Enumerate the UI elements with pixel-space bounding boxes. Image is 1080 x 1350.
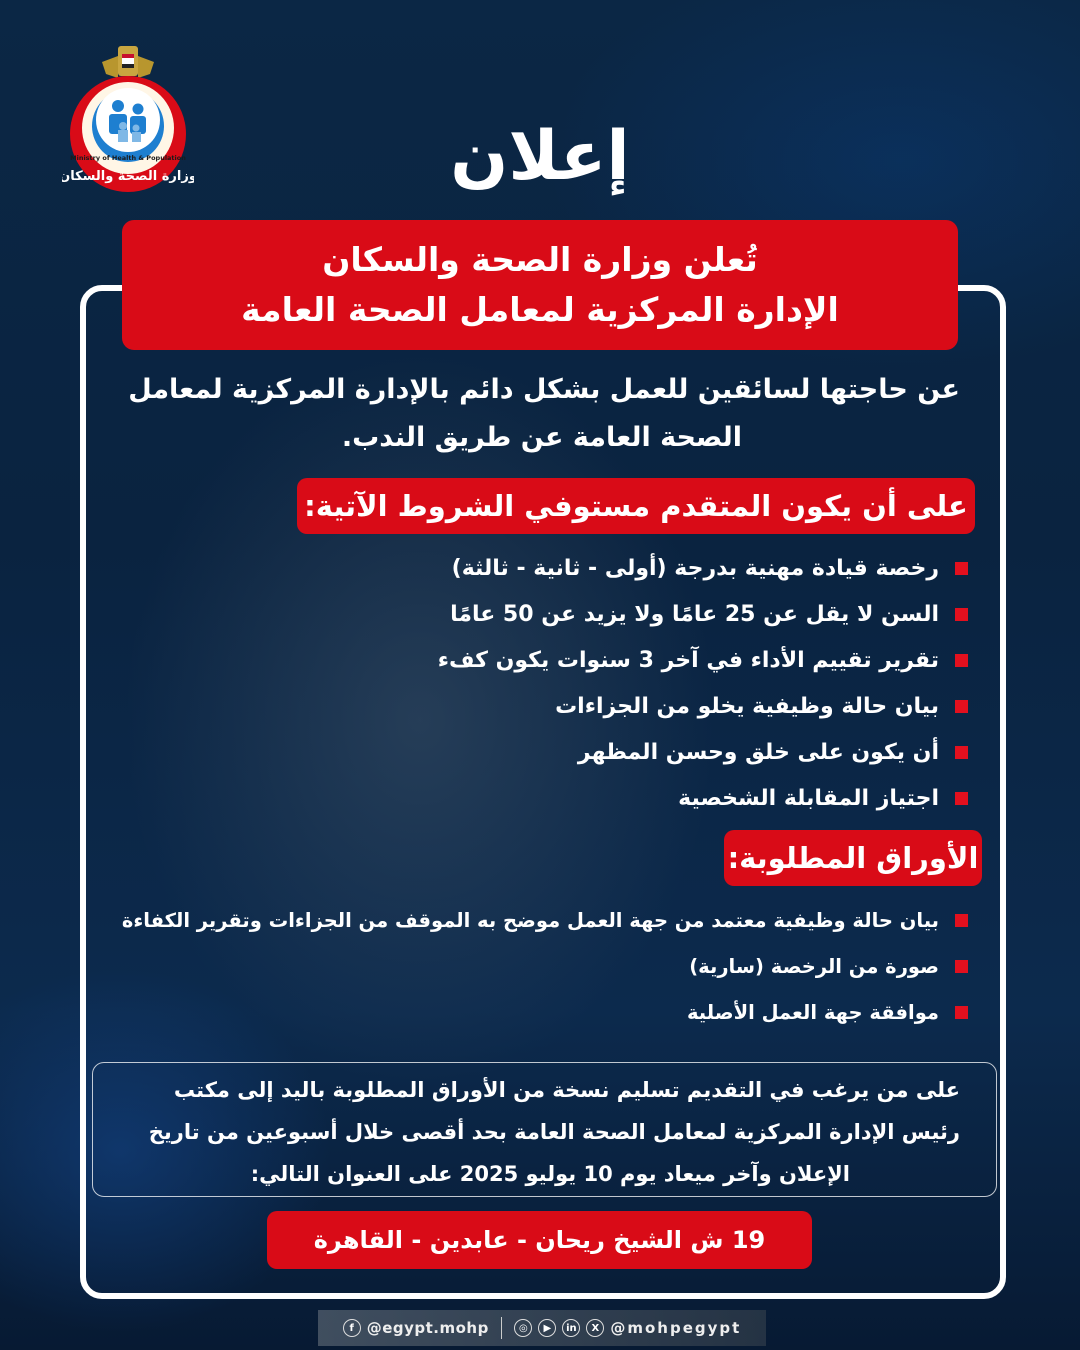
document-text: موافقة جهة العمل الأصلية	[686, 1000, 939, 1024]
page-title: إعلان	[450, 117, 630, 196]
address-badge: 19 ش الشيخ ريحان - عابدين - القاهرة	[267, 1211, 812, 1269]
bullet-icon	[955, 700, 968, 713]
list-item	[121, 897, 968, 943]
facebook-icon[interactable]: f	[343, 1319, 361, 1337]
condition-text: اجتياز المقابلة الشخصية	[678, 785, 939, 811]
intro-text	[120, 366, 960, 462]
youtube-icon[interactable]: ▶	[538, 1319, 556, 1337]
note-line-3: الإعلان وآخر ميعاد يوم 10 يوليو 2025 على العنوان التالي:	[250, 1162, 850, 1186]
announcement-header	[122, 220, 958, 350]
list-item	[448, 545, 968, 591]
bullet-icon	[955, 914, 968, 927]
bullet-icon	[955, 654, 968, 667]
header-line-1: تُعلن وزارة الصحة والسكان	[322, 240, 758, 279]
bullet-icon	[955, 746, 968, 759]
submission-note	[92, 1062, 997, 1197]
facebook-handle[interactable]: @egypt.mohp	[366, 1319, 489, 1337]
condition-text: تقرير تقييم الأداء في آخر 3 سنوات يكون كفء	[437, 647, 939, 673]
bullet-icon	[955, 792, 968, 805]
bullet-icon	[955, 562, 968, 575]
note-line-1: على من يرغب في التقديم تسليم نسخة من الأوراق المطلوبة باليد إلى مكتب	[173, 1078, 960, 1102]
intro-line-2: الصحة العامة عن طريق الندب.	[341, 422, 742, 453]
note-line-2: رئيس الإدارة المركزية لمعامل الصحة العامة بحد أقصى خلال أسبوعين من تاريخ	[148, 1120, 960, 1144]
documents-list	[121, 897, 968, 1035]
condition-text: أن يكون على خلق وحسن المظهر	[577, 739, 939, 765]
logo-en-text: Ministry of Health & Population	[70, 154, 186, 162]
divider	[501, 1317, 503, 1339]
bullet-icon	[955, 608, 968, 621]
condition-text: رخصة قيادة مهنية بدرجة (أولى - ثانية - ثالثة)	[451, 555, 939, 581]
list-item	[448, 729, 968, 775]
social-handle[interactable]: @mohpegypt	[610, 1319, 742, 1337]
bullet-icon	[955, 1006, 968, 1019]
logo-ar-text: وزارة الصحة والسكان	[62, 169, 194, 184]
list-item	[448, 591, 968, 637]
linkedin-icon[interactable]: in	[562, 1319, 580, 1337]
social-footer	[318, 1310, 766, 1346]
documents-title: الأوراق المطلوبة:	[724, 830, 982, 886]
conditions-title: على أن يكون المتقدم مستوفي الشروط الآتية:	[297, 478, 975, 534]
list-item	[437, 637, 968, 683]
list-item	[448, 775, 968, 821]
condition-text: بيان حالة وظيفية يخلو من الجزاءات	[555, 693, 939, 719]
document-text: صورة من الرخصة (سارية)	[689, 954, 939, 978]
conditions-list	[437, 545, 968, 821]
bullet-icon	[955, 960, 968, 973]
document-text: بيان حالة وظيفية معتمد من جهة العمل موضح به الموقف من الجزاءات وتقرير الكفاءة	[121, 908, 939, 932]
instagram-icon[interactable]: ◎	[514, 1319, 532, 1337]
list-item	[128, 943, 968, 989]
header-line-2: الإدارة المركزية لمعامل الصحة العامة	[241, 290, 839, 329]
list-item	[448, 683, 968, 729]
intro-line-1: عن حاجتها لسائقين للعمل بشكل دائم بالإدارة المركزية لمعامل	[128, 374, 960, 405]
condition-text: السن لا يقل عن 25 عامًا ولا يزيد عن 50 عامًا	[450, 601, 939, 627]
x-icon[interactable]: X	[586, 1319, 604, 1337]
list-item	[128, 989, 968, 1035]
